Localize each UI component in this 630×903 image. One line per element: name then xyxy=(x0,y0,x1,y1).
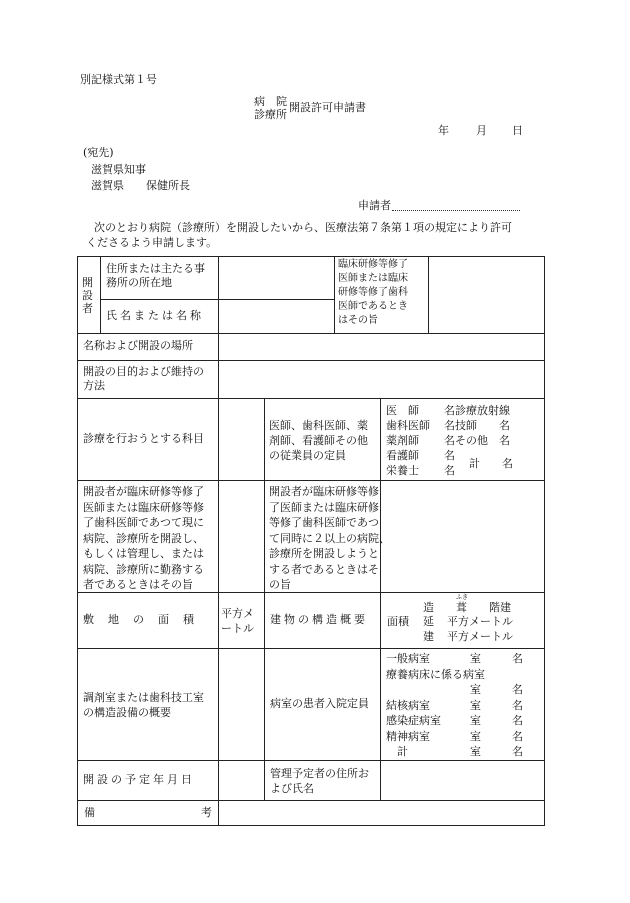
manager-label: 管理予定者の住所お よび氏名 xyxy=(270,767,369,795)
address-field[interactable] xyxy=(219,257,333,299)
clinical-training-field[interactable] xyxy=(429,257,543,333)
opening-date-label: 開設の予定年月日 xyxy=(83,773,195,786)
pharmacy-field[interactable] xyxy=(219,649,263,760)
applicant-signature-line[interactable] xyxy=(392,210,520,211)
existing-facility-field[interactable] xyxy=(219,481,263,592)
wards-list: 一般病室 室 名 療養病床に係る病室 室 名 結核病室 室 名 感染症病室 室 名 精神病室 室 名 計 室 名 xyxy=(386,652,523,758)
departments-label: 診療を行おうとする科目 xyxy=(83,432,204,445)
intro-line-1: 次のとおり病院（診療所）を開設したいから、医療法第７条第１項の規定により許可 xyxy=(94,221,512,234)
site-area-label: 敷地の面積 xyxy=(83,613,208,626)
remarks-label-end: 考 xyxy=(201,806,212,819)
pharmacy-label: 調剤室または歯科技工室 の構造設備の概要 xyxy=(83,691,204,719)
date-year-label: 年 xyxy=(438,124,449,137)
founder-label: 開 設 者 xyxy=(82,276,93,315)
addressee-heading: (宛先) xyxy=(83,146,114,159)
staff-label: 医師、歯科医師、薬 剤師、看護師その他 の従業員の定員 xyxy=(269,419,368,462)
structure-details: ふき 造 葺 階建 面積 延 平方メートル 建 平方メートル xyxy=(387,594,513,643)
date-day-label: 日 xyxy=(512,124,523,137)
structure-label: 建物の構造概要 xyxy=(270,613,368,626)
purpose-label: 開設の目的および維持の 方法 xyxy=(83,365,204,392)
existing-facility-label: 開設者が臨床研修等修了 医師または臨床研修等修 了歯科医師であつて現に 病院、診療所を開設し、 もしくは管理し、または 病院、診療所に勤務する 者であるときはその旨 xyxy=(83,485,204,591)
opening-date-field[interactable] xyxy=(219,761,263,800)
furigana-label: ふき xyxy=(456,594,469,601)
name-field[interactable] xyxy=(219,300,333,333)
page-title: 開設許可申請書 xyxy=(289,101,366,114)
remarks-label-start: 備 xyxy=(84,806,95,819)
remarks-field[interactable] xyxy=(219,801,543,825)
address-label: 住所または主たる事 務所の所在地 xyxy=(106,262,205,289)
applicant-label: 申請者 xyxy=(358,199,391,212)
site-area-unit: 平方メ ートル xyxy=(221,607,254,635)
clinical-training-label: 臨床研修等修了 医師または臨床 研修等修了歯科 医師であるとき はその旨 xyxy=(338,259,408,326)
intro-line-2: くださるよう申請します。 xyxy=(86,236,218,249)
date-month-label: 月 xyxy=(476,124,487,137)
manager-field[interactable] xyxy=(381,761,543,800)
form-number: 別記様式第１号 xyxy=(80,73,157,86)
title-hospital: 病 院 xyxy=(254,95,287,108)
purpose-field[interactable] xyxy=(219,361,543,398)
addressee-governor: 滋賀県知事 xyxy=(91,163,146,176)
facility-name-label: 名称および開設の場所 xyxy=(83,339,193,352)
departments-field[interactable] xyxy=(219,399,263,480)
addressee-health-center: 滋賀県 保健所長 xyxy=(91,179,190,192)
title-clinic: 診療所 xyxy=(254,108,287,121)
staff-total: 計 名 xyxy=(469,457,513,470)
staff-list: 医 師 名診療放射線 歯科医師 名技師 名 薬剤師 名その他 名 看護師 名 栄養士 名 xyxy=(386,404,510,477)
simultaneous-facility-label: 開設者が臨床研修等修 了医師または臨床研修 等修了歯科医師であつ て同時に２以上の病院、 診療所を開設しようと する者であるときはそ の旨 xyxy=(269,485,390,591)
facility-name-field[interactable] xyxy=(219,334,543,360)
simultaneous-facility-field[interactable] xyxy=(381,481,543,592)
wards-label: 病室の患者入院定員 xyxy=(270,697,369,710)
name-label: 氏名または名称 xyxy=(106,309,204,322)
